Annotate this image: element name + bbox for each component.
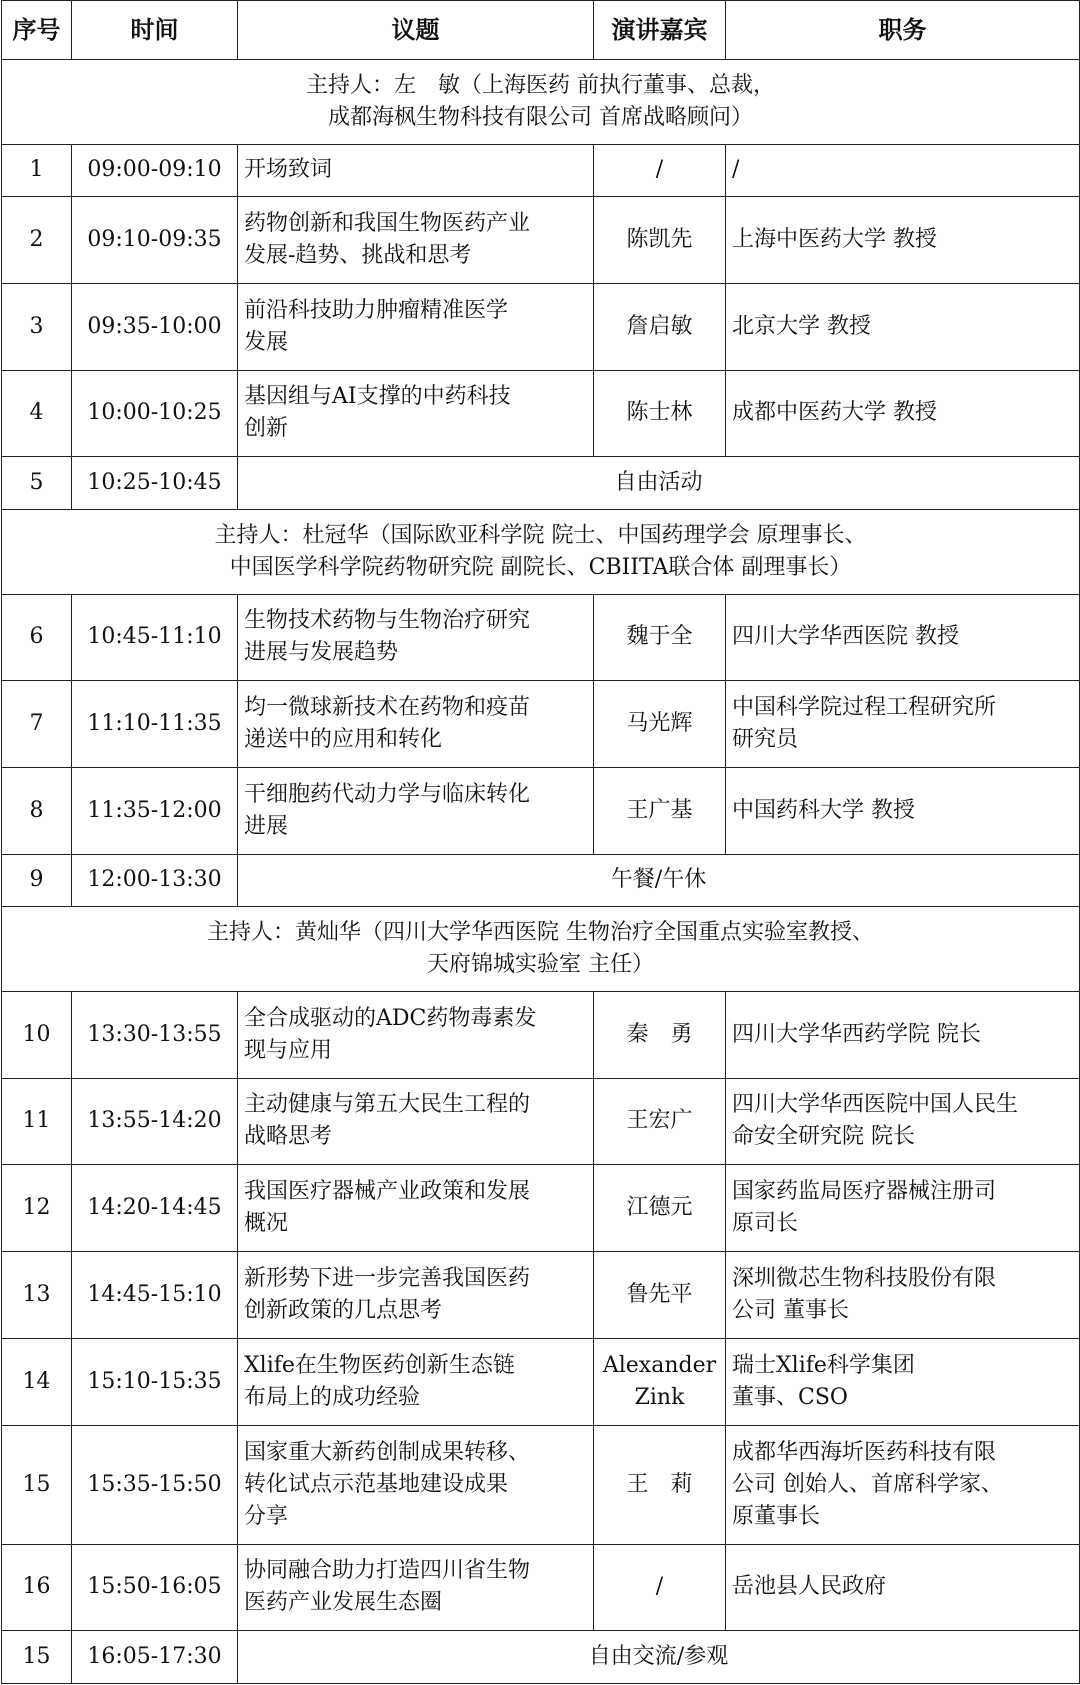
talk-topic-line: 递送中的应用和转化 — [244, 727, 443, 753]
speaker-title — [726, 197, 1080, 284]
time-slot: 10:45-11:10 — [72, 594, 238, 681]
row-number: 4 — [2, 370, 72, 457]
header-time: 时间 — [72, 1, 238, 60]
talk-topic — [238, 197, 594, 284]
time-slot: 10:00-10:25 — [72, 370, 238, 457]
row-number: 2 — [2, 197, 72, 284]
speaker-title — [726, 1544, 1080, 1631]
speaker-name — [594, 1252, 726, 1339]
speaker-name — [594, 681, 726, 768]
speaker-title-line: 四川大学华西药学院 院长 — [732, 1021, 981, 1047]
host-info — [2, 907, 1080, 992]
speaker-name-line: / — [655, 1574, 664, 1600]
speaker-title-line: 原司长 — [732, 1211, 799, 1237]
talk-topic-line: 进展 — [244, 813, 289, 839]
speaker-name — [594, 767, 726, 854]
time-slot: 12:00-13:30 — [72, 854, 238, 906]
host-info-line: 天府锦城实验室 主任） — [427, 952, 654, 978]
talk-topic — [238, 594, 594, 681]
speaker-name-line: 秦 勇 — [626, 1021, 693, 1047]
talk-row — [2, 767, 1080, 854]
time-slot: 11:10-11:35 — [72, 681, 238, 768]
speaker-name-line: 王 莉 — [626, 1471, 693, 1497]
speaker-title — [726, 370, 1080, 457]
speaker-name — [594, 1078, 726, 1165]
row-number: 10 — [2, 991, 72, 1078]
speaker-name-line: 詹启敏 — [626, 313, 693, 339]
host-info-line: 主持人：左 敏（上海医药 前执行董事、总裁， — [306, 72, 775, 98]
talk-row — [2, 1078, 1080, 1165]
talk-topic — [238, 1165, 594, 1252]
talk-row — [2, 197, 1080, 284]
speaker-title — [726, 144, 1080, 196]
talk-row — [2, 681, 1080, 768]
agenda-table — [1, 0, 1080, 1684]
time-slot: 09:00-09:10 — [72, 144, 238, 196]
talk-topic-line: 布局上的成功经验 — [244, 1384, 421, 1410]
break-activity: 自由交流/参观 — [238, 1631, 1080, 1684]
talk-row — [2, 144, 1080, 196]
talk-row — [2, 991, 1080, 1078]
talk-topic — [238, 767, 594, 854]
talk-topic — [238, 1078, 594, 1165]
talk-topic — [238, 681, 594, 768]
speaker-name — [594, 991, 726, 1078]
row-number: 7 — [2, 681, 72, 768]
time-slot: 11:35-12:00 — [72, 767, 238, 854]
talk-topic — [238, 1425, 594, 1544]
speaker-title-line: 国家药监局医疗器械注册司 — [732, 1179, 997, 1205]
talk-topic-line: 干细胞药代动力学与临床转化 — [244, 781, 531, 807]
talk-row — [2, 1544, 1080, 1631]
row-number: 13 — [2, 1252, 72, 1339]
header-speaker: 演讲嘉宾 — [594, 1, 726, 60]
speaker-name-line: 陈凯先 — [626, 227, 693, 253]
time-slot: 15:10-15:35 — [72, 1338, 238, 1425]
header-title: 职务 — [726, 1, 1080, 60]
talk-topic-line: 医药产业发展生态圈 — [244, 1590, 443, 1616]
speaker-title-line: 中国科学院过程工程研究所 — [732, 695, 997, 721]
talk-row — [2, 1252, 1080, 1339]
talk-topic — [238, 1544, 594, 1631]
speaker-title-line: 原董事长 — [732, 1503, 821, 1529]
host-info-line: 中国医学科学院药物研究院 副院长、CBIITA联合体 副理事长） — [229, 554, 852, 580]
speaker-name — [594, 1425, 726, 1544]
speaker-title — [726, 991, 1080, 1078]
speaker-name — [594, 197, 726, 284]
talk-topic-line: 创新政策的几点思考 — [244, 1297, 443, 1323]
talk-topic-line: 协同融合助力打造四川省生物 — [244, 1558, 531, 1584]
talk-topic — [238, 1338, 594, 1425]
talk-topic-line: 我国医疗器械产业政策和发展 — [244, 1179, 531, 1205]
break-activity: 自由活动 — [238, 457, 1080, 509]
talk-topic-line: 国家重大新药创制成果转移、 — [244, 1439, 531, 1465]
speaker-title-line: / — [732, 157, 740, 183]
talk-topic-line: 发展 — [244, 329, 289, 355]
talk-row — [2, 1165, 1080, 1252]
speaker-title — [726, 594, 1080, 681]
speaker-title-line: 瑞士Xlife科学集团 — [732, 1352, 915, 1378]
row-number: 5 — [2, 457, 72, 509]
host-row — [2, 907, 1080, 992]
talk-topic-line: 主动健康与第五大民生工程的 — [244, 1092, 531, 1118]
speaker-title-line: 深圳微芯生物科技股份有限 — [732, 1265, 997, 1291]
speaker-title-line: 公司 董事长 — [732, 1297, 849, 1323]
time-slot: 14:45-15:10 — [72, 1252, 238, 1339]
talk-topic — [238, 144, 594, 196]
talk-row — [2, 1425, 1080, 1544]
speaker-title-line: 四川大学华西医院中国人民生 — [732, 1092, 1019, 1118]
speaker-name — [594, 1544, 726, 1631]
speaker-name-line: 马光辉 — [626, 711, 693, 737]
speaker-name-line: 王广基 — [626, 797, 693, 823]
host-info — [2, 509, 1080, 594]
header-no: 序号 — [2, 1, 72, 60]
speaker-name-line: 魏于全 — [626, 624, 693, 650]
break-row — [2, 854, 1080, 906]
speaker-name — [594, 283, 726, 370]
talk-row — [2, 594, 1080, 681]
row-number: 15 — [2, 1425, 72, 1544]
speaker-title — [726, 1338, 1080, 1425]
row-number: 8 — [2, 767, 72, 854]
row-number: 3 — [2, 283, 72, 370]
time-slot: 15:35-15:50 — [72, 1425, 238, 1544]
speaker-name — [594, 594, 726, 681]
header-topic: 议题 — [238, 1, 594, 60]
talk-row — [2, 283, 1080, 370]
time-slot: 09:35-10:00 — [72, 283, 238, 370]
talk-topic-line: 创新 — [244, 416, 289, 442]
host-row — [2, 60, 1080, 145]
speaker-title-line: 命安全研究院 院长 — [732, 1124, 915, 1150]
talk-topic-line: Xlife在生物医药创新生态链 — [244, 1352, 515, 1378]
row-number: 9 — [2, 854, 72, 906]
talk-topic-line: 概况 — [244, 1211, 289, 1237]
host-info — [2, 60, 1080, 145]
speaker-title — [726, 1078, 1080, 1165]
talk-topic-line: 均一微球新技术在药物和疫苗 — [244, 695, 531, 721]
time-slot: 13:55-14:20 — [72, 1078, 238, 1165]
speaker-title-line: 上海中医药大学 教授 — [732, 227, 937, 253]
speaker-title — [726, 1165, 1080, 1252]
speaker-title-line: 岳池县人民政府 — [732, 1574, 887, 1600]
time-slot: 16:05-17:30 — [72, 1631, 238, 1684]
speaker-name-line: 江德元 — [626, 1195, 693, 1221]
row-number: 12 — [2, 1165, 72, 1252]
time-slot: 09:10-09:35 — [72, 197, 238, 284]
talk-topic-line: 现与应用 — [244, 1037, 333, 1063]
talk-topic — [238, 370, 594, 457]
talk-topic-line: 发展-趋势、挑战和思考 — [244, 243, 472, 269]
talk-topic-line: 开场致词 — [244, 157, 333, 183]
break-row — [2, 1631, 1080, 1684]
host-info-line: 主持人：黄灿华（四川大学华西医院 生物治疗全国重点实验室教授、 — [207, 920, 874, 946]
break-row — [2, 457, 1080, 509]
talk-topic-line: 新形势下进一步完善我国医药 — [244, 1265, 531, 1291]
talk-topic-line: 进展与发展趋势 — [244, 640, 399, 666]
speaker-title — [726, 283, 1080, 370]
speaker-name-line: 陈士林 — [626, 400, 693, 426]
talk-topic-line: 全合成驱动的ADC药物毒素发 — [244, 1005, 537, 1031]
talk-topic-line: 基因组与AI支撑的中药科技 — [244, 384, 511, 410]
header-row — [2, 1, 1080, 60]
time-slot: 10:25-10:45 — [72, 457, 238, 509]
talk-topic-line: 转化试点示范基地建设成果 — [244, 1471, 509, 1497]
speaker-title — [726, 1425, 1080, 1544]
speaker-title-line: 董事、CSO — [732, 1384, 848, 1410]
talk-row — [2, 370, 1080, 457]
row-number: 15 — [2, 1631, 72, 1684]
speaker-name-line: Alexander — [602, 1352, 717, 1378]
host-info-line: 成都海枫生物科技有限公司 首席战略顾问） — [328, 104, 753, 130]
talk-topic-line: 药物创新和我国生物医药产业 — [244, 211, 531, 237]
speaker-title — [726, 681, 1080, 768]
row-number: 1 — [2, 144, 72, 196]
speaker-name-line: 王宏广 — [626, 1108, 693, 1134]
speaker-title-line: 公司 创始人、首席科学家、 — [732, 1471, 1003, 1497]
talk-topic-line: 生物技术药物与生物治疗研究 — [244, 608, 531, 634]
speaker-title — [726, 767, 1080, 854]
host-info-line: 主持人：杜冠华（国际欧亚科学院 院士、中国药理学会 原理事长、 — [214, 522, 867, 548]
time-slot: 13:30-13:55 — [72, 991, 238, 1078]
row-number: 6 — [2, 594, 72, 681]
speaker-name — [594, 1338, 726, 1425]
speaker-title — [726, 1252, 1080, 1339]
row-number: 14 — [2, 1338, 72, 1425]
talk-topic — [238, 991, 594, 1078]
speaker-name — [594, 370, 726, 457]
row-number: 11 — [2, 1078, 72, 1165]
talk-topic-line: 分享 — [244, 1503, 289, 1529]
speaker-name-line: Zink — [634, 1384, 685, 1410]
speaker-name — [594, 144, 726, 196]
speaker-title-line: 成都中医药大学 教授 — [732, 400, 937, 426]
speaker-name — [594, 1165, 726, 1252]
break-activity: 午餐/午休 — [238, 854, 1080, 906]
time-slot: 15:50-16:05 — [72, 1544, 238, 1631]
host-row — [2, 509, 1080, 594]
time-slot: 14:20-14:45 — [72, 1165, 238, 1252]
speaker-title-line: 北京大学 教授 — [732, 313, 871, 339]
speaker-title-line: 四川大学华西医院 教授 — [732, 624, 959, 650]
speaker-name-line: / — [655, 157, 664, 183]
row-number: 16 — [2, 1544, 72, 1631]
agenda-body — [2, 60, 1080, 1684]
talk-topic-line: 前沿科技助力肿瘤精准医学 — [244, 297, 509, 323]
talk-row — [2, 1338, 1080, 1425]
speaker-title-line: 研究员 — [732, 727, 799, 753]
talk-topic — [238, 283, 594, 370]
speaker-title-line: 中国药科大学 教授 — [732, 797, 915, 823]
speaker-title-line: 成都华西海圻医药科技有限 — [732, 1439, 997, 1465]
talk-topic — [238, 1252, 594, 1339]
speaker-name-line: 鲁先平 — [626, 1281, 693, 1307]
talk-topic-line: 战略思考 — [244, 1124, 333, 1150]
